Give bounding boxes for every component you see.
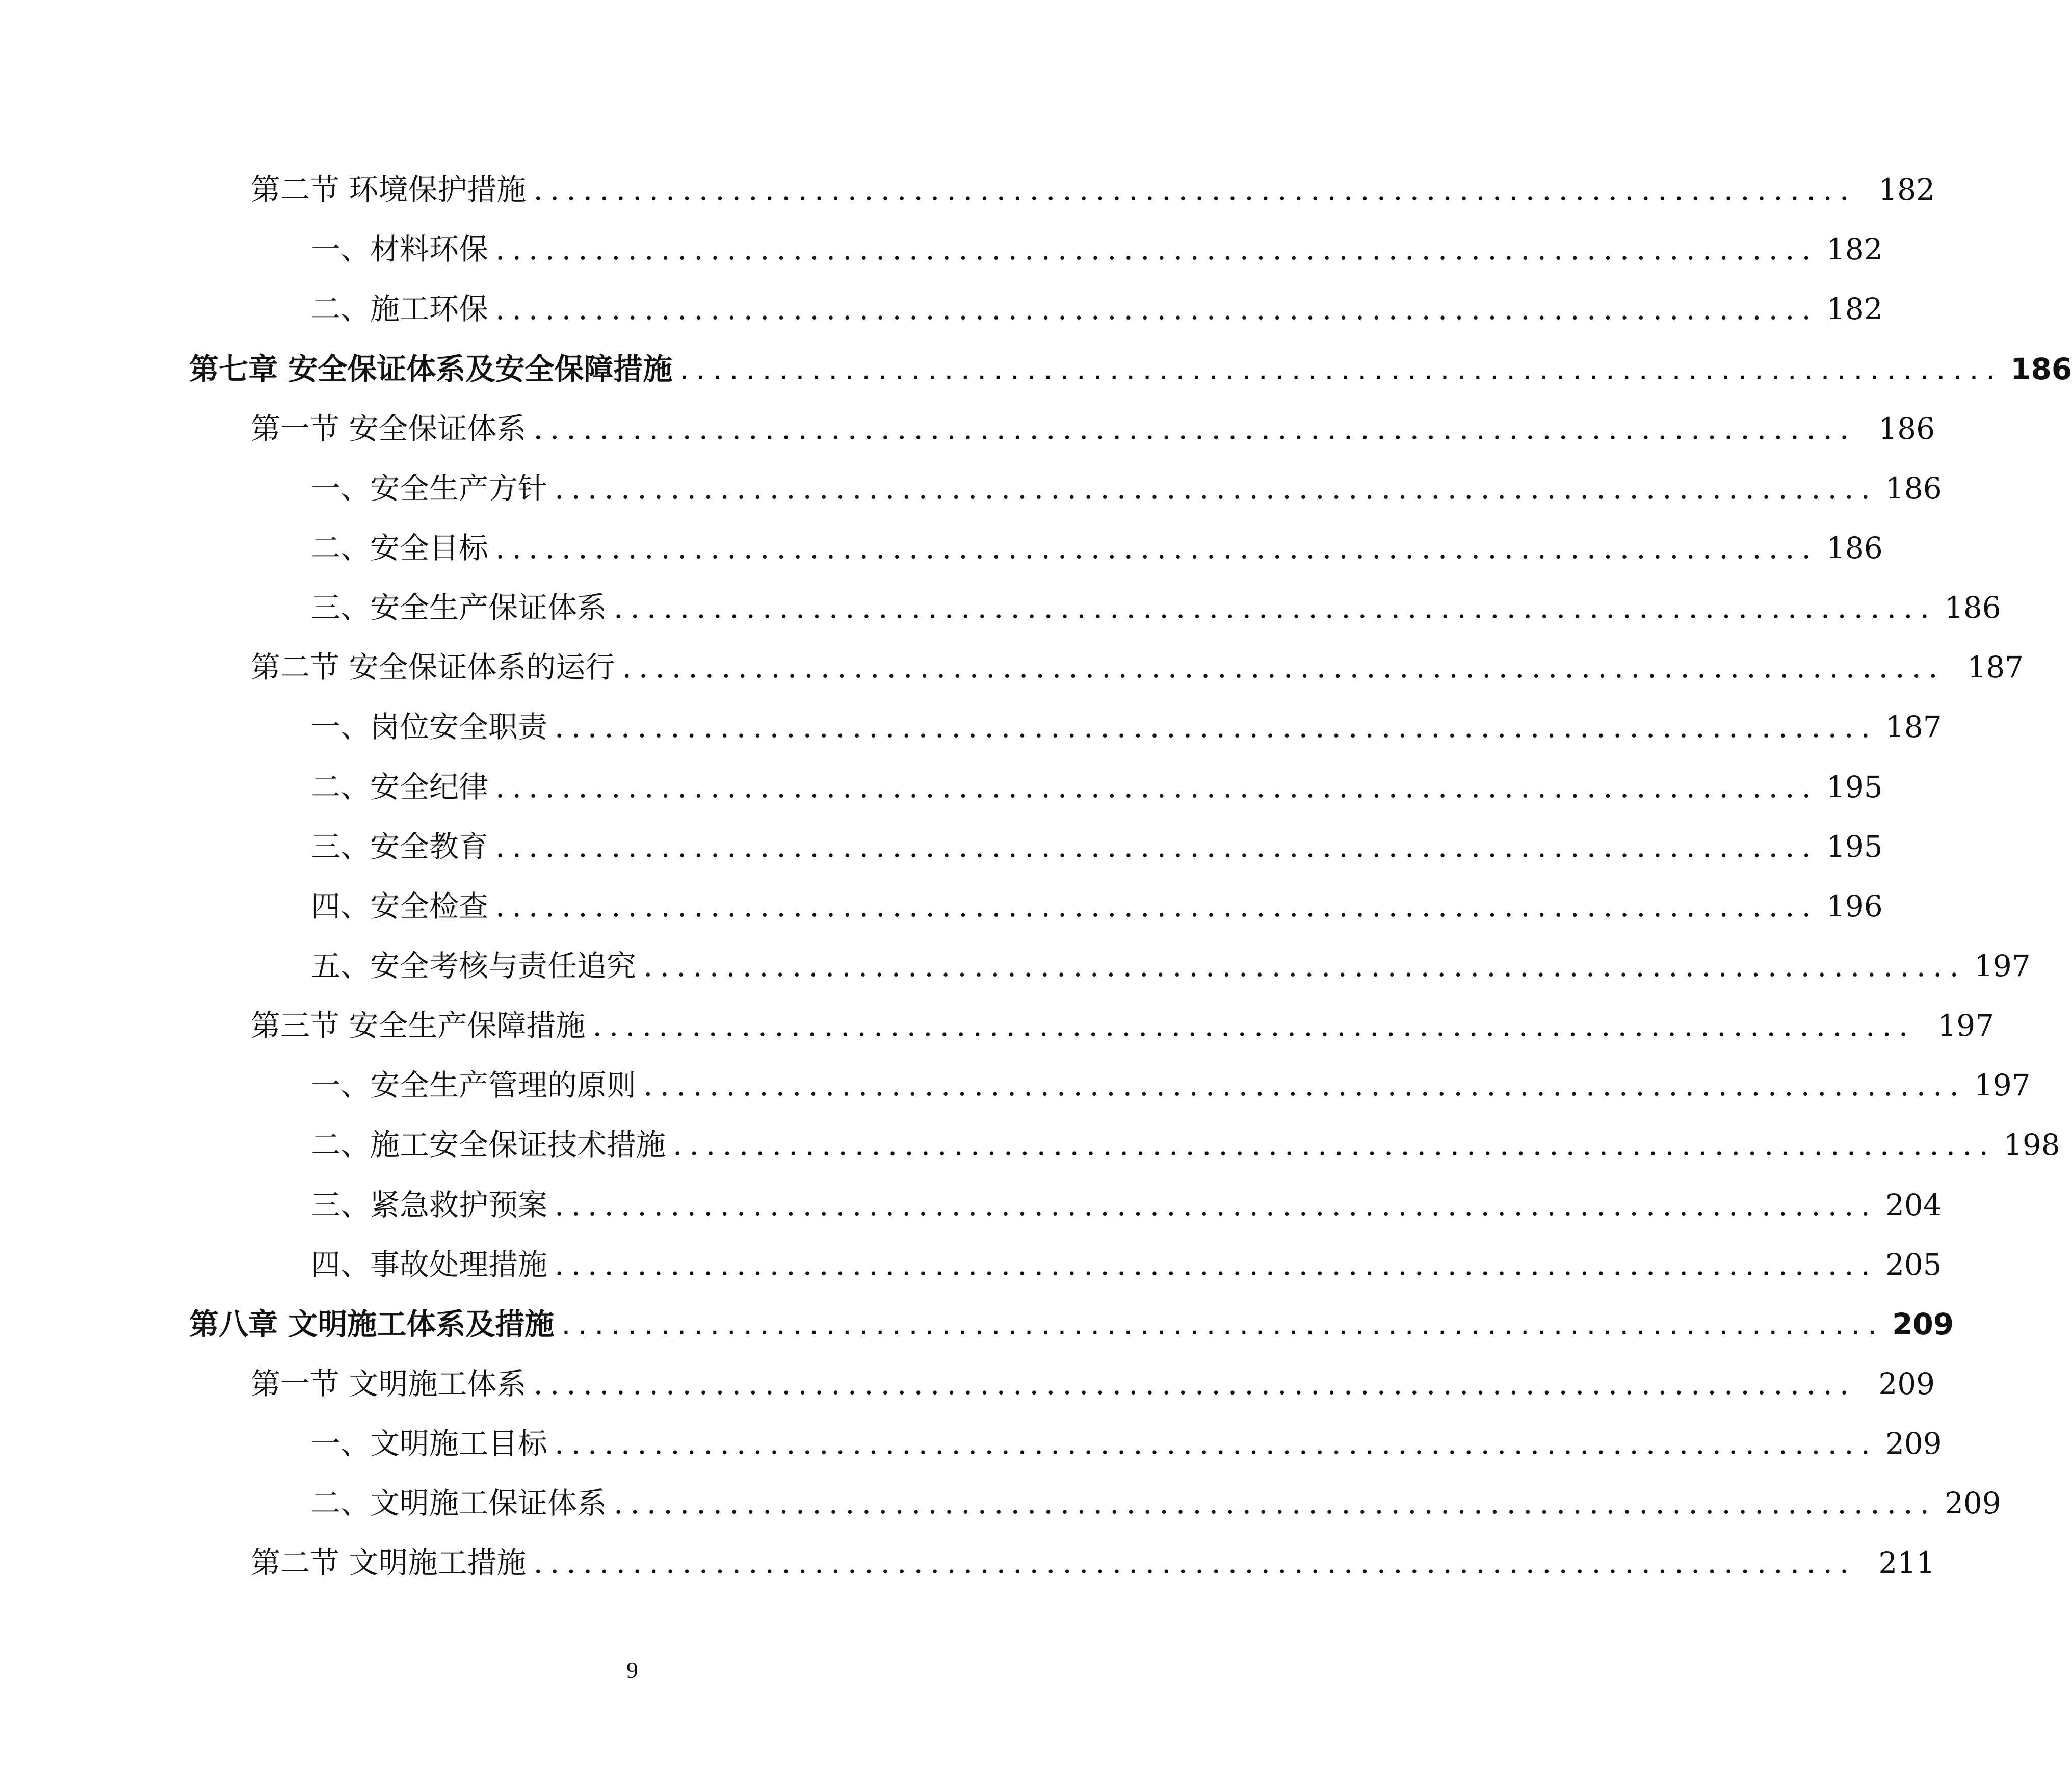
toc-entry-title: 五、安全考核与责任追究: [311, 949, 637, 983]
toc-entry-page: 182: [1826, 292, 1883, 326]
dot-leader: ................................................................................: [495, 829, 1818, 864]
toc-entry[interactable]: [0, 585, 2001, 630]
dot-leader: ................................................................................: [555, 471, 1877, 506]
toc-entry[interactable]: [0, 465, 1942, 511]
toc-entry-title: 一、安全生产方针: [311, 471, 548, 506]
toc-entry-title: 第七章 安全保证体系及安全保障措施: [189, 352, 673, 386]
dot-leader: ................................................................................: [561, 1307, 1884, 1342]
toc-entry-title: 二、文明施工保证体系: [311, 1486, 607, 1520]
toc-entry[interactable]: [0, 167, 1935, 213]
toc-entry[interactable]: [0, 525, 1883, 571]
dot-leader: ................................................................................: [622, 650, 1945, 685]
toc-entry[interactable]: [0, 1421, 1942, 1466]
page-number: 9: [626, 1657, 638, 1683]
toc-entry-page: 186: [1944, 590, 2001, 625]
toc-entry[interactable]: [0, 1242, 1942, 1287]
dot-leader: ................................................................................: [533, 411, 1856, 446]
toc-entry-page: 211: [1878, 1545, 1935, 1580]
toc-entry-title: 第一节 文明施工体系: [251, 1366, 527, 1401]
toc-entry-page: 182: [1878, 172, 1935, 207]
toc-entry[interactable]: [0, 1361, 1935, 1407]
dot-leader: ................................................................................: [614, 590, 1936, 625]
toc-chapter-entry[interactable]: [0, 346, 2072, 392]
toc-entry-page: 205: [1885, 1247, 1942, 1282]
dot-leader: ................................................................................: [533, 172, 1856, 207]
toc-entry-page: 197: [1974, 1068, 2031, 1102]
toc-entry-page: 197: [1937, 1008, 1995, 1043]
toc-entry-page: 204: [1885, 1188, 1942, 1222]
toc-entry-title: 第三节 安全生产保障措施: [251, 1008, 586, 1043]
dot-leader: ................................................................................: [555, 1188, 1877, 1222]
toc-entry-page: 198: [2003, 1127, 2060, 1162]
toc-entry-title: 四、事故处理措施: [311, 1247, 548, 1282]
toc-entry[interactable]: [0, 704, 1942, 750]
toc-entry-title: 二、安全纪律: [311, 770, 489, 804]
toc-entry-page: 187: [1967, 650, 2024, 685]
dot-leader: ................................................................................: [495, 889, 1818, 924]
toc-entry-title: 一、材料环保: [311, 232, 489, 267]
dot-leader: ................................................................................: [643, 1068, 1966, 1102]
toc-entry-page: 186: [1885, 471, 1942, 506]
toc-entry[interactable]: [0, 406, 1935, 452]
toc-entry[interactable]: [0, 943, 2031, 989]
toc-entry[interactable]: [0, 226, 1883, 272]
toc-entry[interactable]: [0, 1480, 2001, 1526]
toc-entry-title: 三、安全生产保证体系: [311, 590, 607, 625]
toc-entry-title: 二、施工环保: [311, 292, 489, 326]
toc-entry-page: 209: [1944, 1486, 2001, 1520]
toc-entry[interactable]: [0, 1182, 1942, 1228]
dot-leader: ................................................................................: [495, 292, 1818, 326]
toc-entry-title: 第二节 安全保证体系的运行: [251, 650, 615, 685]
dot-leader: ................................................................................: [555, 709, 1877, 744]
toc-entry-page: 187: [1885, 709, 1942, 744]
dot-leader: ................................................................................: [592, 1008, 1916, 1043]
toc-entry[interactable]: [0, 644, 2024, 690]
dot-leader: ................................................................................: [555, 1426, 1877, 1461]
toc-entry-page: 186: [1826, 531, 1883, 565]
toc-entry-title: 一、岗位安全职责: [311, 709, 548, 744]
dot-leader: ................................................................................: [679, 352, 2003, 386]
toc-chapter-entry[interactable]: [0, 1301, 1954, 1347]
toc-entry-page: 197: [1974, 949, 2031, 983]
toc-entry-title: 一、安全生产管理的原则: [311, 1068, 637, 1102]
toc-entry-title: 二、安全目标: [311, 531, 489, 565]
dot-leader: ................................................................................: [643, 949, 1966, 983]
toc-entry-page: 186: [1878, 411, 1935, 446]
toc-entry[interactable]: [0, 1540, 1935, 1586]
toc-entry-title: 二、施工安全保证技术措施: [311, 1127, 666, 1162]
dot-leader: ................................................................................: [614, 1486, 1936, 1520]
toc-entry-page: 209: [1878, 1366, 1935, 1401]
toc-entry[interactable]: [0, 883, 1883, 929]
toc-entry-page: 196: [1826, 889, 1883, 924]
dot-leader: ................................................................................: [495, 232, 1818, 267]
dot-leader: ................................................................................: [533, 1545, 1856, 1580]
dot-leader: ................................................................................: [495, 770, 1818, 804]
toc-entry-page: 209: [1885, 1426, 1942, 1461]
toc-entry-title: 一、文明施工目标: [311, 1426, 548, 1461]
toc-entry-page: 195: [1826, 829, 1883, 864]
toc-entry-page: 209: [1892, 1307, 1954, 1342]
dot-leader: ................................................................................: [495, 531, 1818, 565]
dot-leader: ................................................................................: [533, 1366, 1856, 1401]
toc-entry[interactable]: [0, 1122, 2060, 1168]
toc-entry[interactable]: [0, 764, 1883, 810]
toc-entry-title: 四、安全检查: [311, 889, 489, 924]
dot-leader: ................................................................................: [673, 1127, 1996, 1162]
dot-leader: ................................................................................: [555, 1247, 1877, 1282]
toc-entry[interactable]: [0, 1062, 2031, 1108]
toc-entry[interactable]: [0, 286, 1883, 332]
toc-entry-page: 195: [1826, 770, 1883, 804]
toc-entry-title: 第八章 文明施工体系及措施: [189, 1307, 555, 1342]
toc-entry-title: 第二节 环境保护措施: [251, 172, 527, 207]
toc-entry[interactable]: [0, 824, 1883, 870]
toc-entry-title: 第二节 文明施工措施: [251, 1545, 527, 1580]
toc-entry-page: 182: [1826, 232, 1883, 267]
toc-entry-title: 第一节 安全保证体系: [251, 411, 527, 446]
toc-entry-title: 三、紧急救护预案: [311, 1188, 548, 1222]
toc-entry-title: 三、安全教育: [311, 829, 489, 864]
toc-entry[interactable]: [0, 1003, 1995, 1048]
toc-entry-page: 186: [2010, 352, 2072, 386]
